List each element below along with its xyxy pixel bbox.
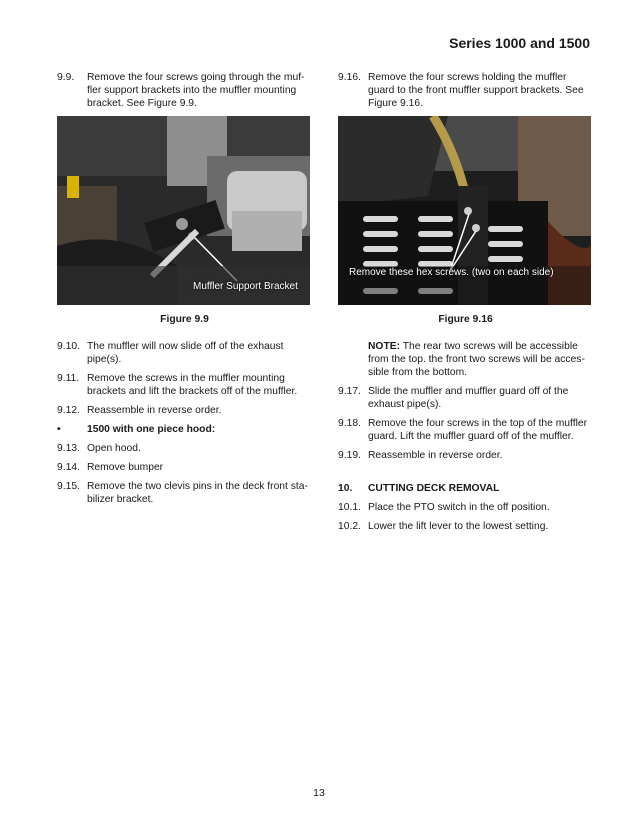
bullet-1500-hood (57, 423, 312, 436)
section-heading (338, 482, 593, 495)
step-text: Remove the two clevis pins in the deck front sta-bilizer bracket. (87, 481, 308, 505)
step-number: 9.16. (338, 72, 361, 83)
step-9-18 (338, 417, 593, 443)
figure-9-9-photo (57, 116, 310, 305)
step-9-17 (338, 385, 593, 411)
step-text: Remove the screws in the muffler mounting brackets and lift the brackets off of the muffler. (87, 373, 298, 397)
step-text: Reassemble in reverse order. (368, 450, 503, 461)
step-text: The muffler will now slide off of the exhaust pipe(s). (87, 341, 284, 365)
step-9-9 (57, 71, 312, 110)
step-number: 9.9. (57, 72, 75, 83)
note-paragraph (368, 340, 593, 379)
step-9-16 (338, 71, 593, 110)
bullet-marker: • (57, 424, 61, 435)
step-9-14 (57, 461, 312, 474)
step-number: 9.11. (57, 373, 80, 384)
step-number: 9.10. (57, 341, 80, 352)
step-text: Reassemble in reverse order. (87, 405, 222, 416)
step-number: 9.14. (57, 462, 80, 473)
step-9-19 (338, 449, 593, 462)
note-text: The rear two screws will be accessible from the top. the front two screws will be acces-sible from the bottom. (368, 341, 585, 378)
bullet-text: 1500 with one piece hood: (87, 424, 216, 435)
step-number: 9.13. (57, 443, 80, 454)
step-number: 9.15. (57, 481, 80, 492)
step-number: 9.17. (338, 386, 361, 397)
muffler-bracket-photo (57, 116, 310, 305)
section-title: CUTTING DECK REMOVAL (368, 483, 500, 494)
step-number: 9.12. (57, 405, 80, 416)
step-9-11 (57, 372, 312, 398)
figure-callout-label: Remove these hex screws. (two on each side) (349, 267, 554, 278)
step-text: Open hood. (87, 443, 141, 454)
step-text: Remove bumper (87, 462, 164, 473)
figure-caption: Figure 9.9 (160, 314, 209, 325)
step-9-15 (57, 480, 312, 506)
step-number: 10.2. (338, 521, 361, 532)
step-10-1 (338, 501, 593, 514)
step-9-13 (57, 442, 312, 455)
step-number: 10.1. (338, 502, 361, 513)
right-column (338, 71, 593, 539)
step-number: 9.19. (338, 450, 361, 461)
step-text: Place the PTO switch in the off position. (368, 502, 550, 513)
note-label: NOTE: (368, 341, 401, 352)
step-text: Slide the muffler and muffler guard off of the exhaust pipe(s). (368, 386, 569, 410)
step-9-10 (57, 340, 312, 366)
step-number: 9.18. (338, 418, 361, 429)
figure-callout-label: Muffler Support Bracket (193, 281, 298, 292)
left-column (57, 71, 312, 512)
step-text: Remove the four screws in the top of the muffler guard. Lift the muffler guard off of the muffler. (368, 418, 588, 442)
figure-caption: Figure 9.16 (438, 314, 493, 325)
step-text: Remove the four screws going through the muf-fler support brackets into the muffler mounting bracket. See Figure 9.9. (87, 72, 305, 109)
page-header-title: Series 1000 and 1500 (449, 35, 590, 51)
step-text: Remove the four screws holding the muffler guard to the front muffler support brackets. See Figure 9.16. (368, 72, 584, 109)
step-10-2 (338, 520, 593, 533)
figure-9-16-photo (338, 116, 591, 305)
section-number: 10. (338, 483, 353, 494)
step-9-12 (57, 404, 312, 417)
page-number: 13 (313, 787, 325, 799)
step-text: Lower the lift lever to the lowest setting. (368, 521, 549, 532)
